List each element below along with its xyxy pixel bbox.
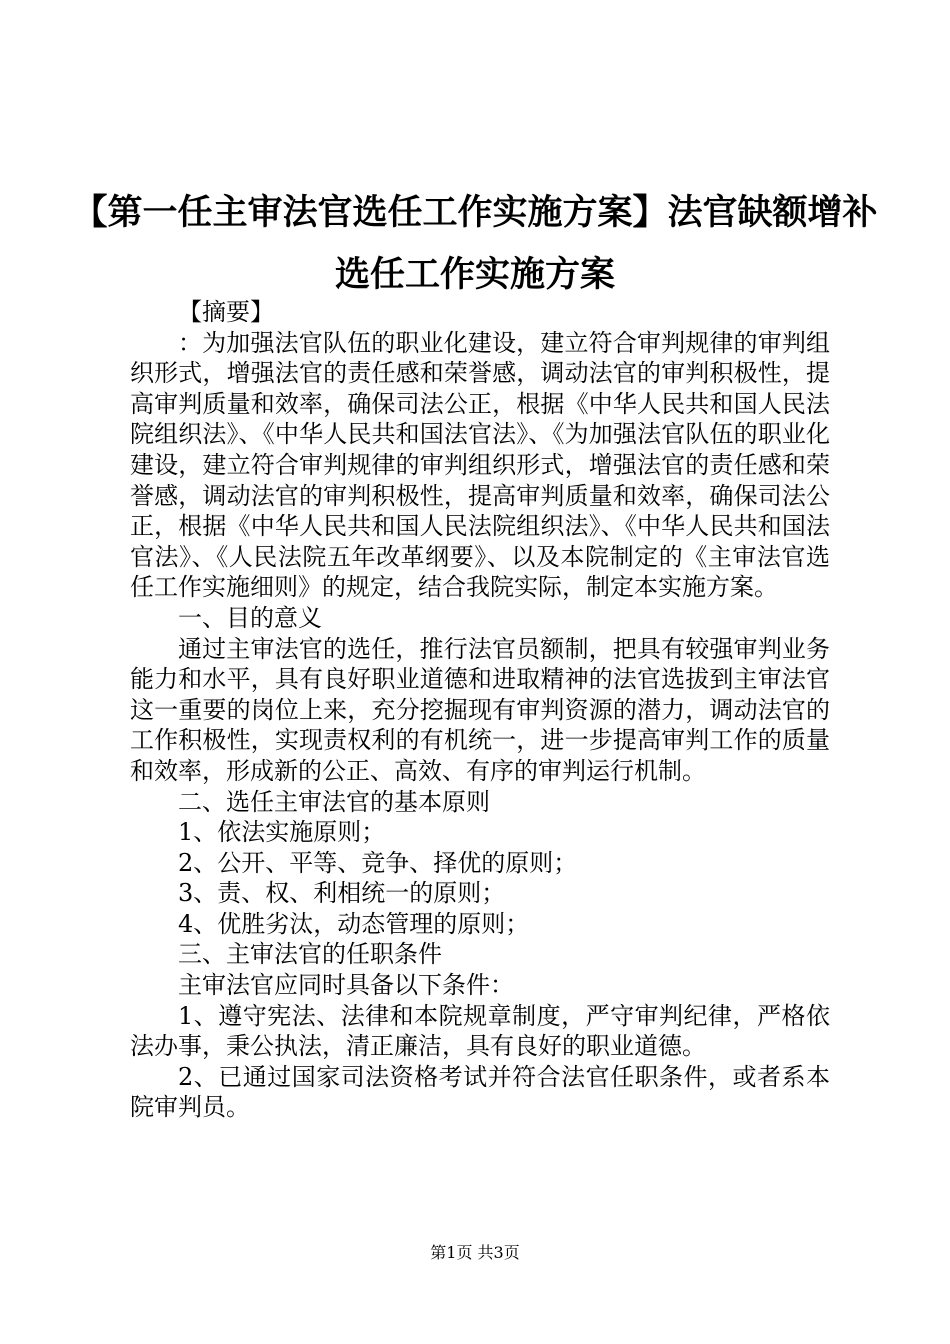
- principle-item: 3、责、权、利相统一的原则；: [178, 879, 506, 908]
- document-title: 【第一任主审法官选任工作实施方案】法官缺额增补选任工作实施方案: [72, 193, 878, 295]
- document-body: [130, 297, 830, 1123]
- abstract-tag: 【摘要】: [178, 298, 274, 326]
- principle-item: 2、公开、平等、竞争、择优的原则；: [178, 848, 578, 877]
- qualification-item: 2、已通过国家司法资格考试并符合法官任职条件，或者系本院审判员。: [130, 1062, 830, 1122]
- heading-purpose: 一、目的意义: [178, 603, 322, 632]
- paragraph-abstract: ：为加强法官队伍的职业化建设，建立符合审判规律的审判组织形式，增强法官的责任感和荣誉感，调动法官的审判积极性，提高审判质量和效率，确保司法公正，根据《中华人民共和国人民法院组织法》、《中华人民共和国法官法》、《为加强法官队伍的职业化建设，建立符合审判规律的审判组织形式，增强法官的责任感和荣誉感，调动法官的审判积极性，提高审判质量和效率，确保司法公正，根据《中华人民共和国人民法院组织法》、《中华人民共和国法官法》、《人民法院五年改革纲要》、以及本院制定的《主审法官选任工作实施细则》的规定，结合我院实际，制定本实施方案。: [130, 328, 830, 602]
- qualification-item: 1、遵守宪法、法律和本院规章制度，严守审判纪律，严格依法办事，秉公执法，清正廉洁，具有良好的职业道德。: [130, 1001, 830, 1061]
- page-footer: 第1页 共3页: [430, 1243, 520, 1262]
- heading-qualifications: 三、主审法官的任职条件: [178, 940, 442, 969]
- principle-item: 1、依法实施原则；: [178, 818, 386, 847]
- paragraph-purpose: 通过主审法官的选任，推行法官员额制，把具有较强审判业务能力和水平，具有良好职业道德和进取精神的法官选拔到主审法官这一重要的岗位上来，充分挖掘现有审判资源的潜力，调动法官的工作积极性，实现责权利的有机统一，进一步提高审判工作的质量和效率，形成新的公正、高效、有序的审判运行机制。: [130, 634, 830, 785]
- paragraph-qualifications-intro: 主审法官应同时具备以下条件：: [178, 971, 514, 1000]
- principle-item: 4、优胜劣汰，动态管理的原则；: [178, 909, 530, 938]
- heading-principles: 二、选任主审法官的基本原则: [178, 787, 490, 816]
